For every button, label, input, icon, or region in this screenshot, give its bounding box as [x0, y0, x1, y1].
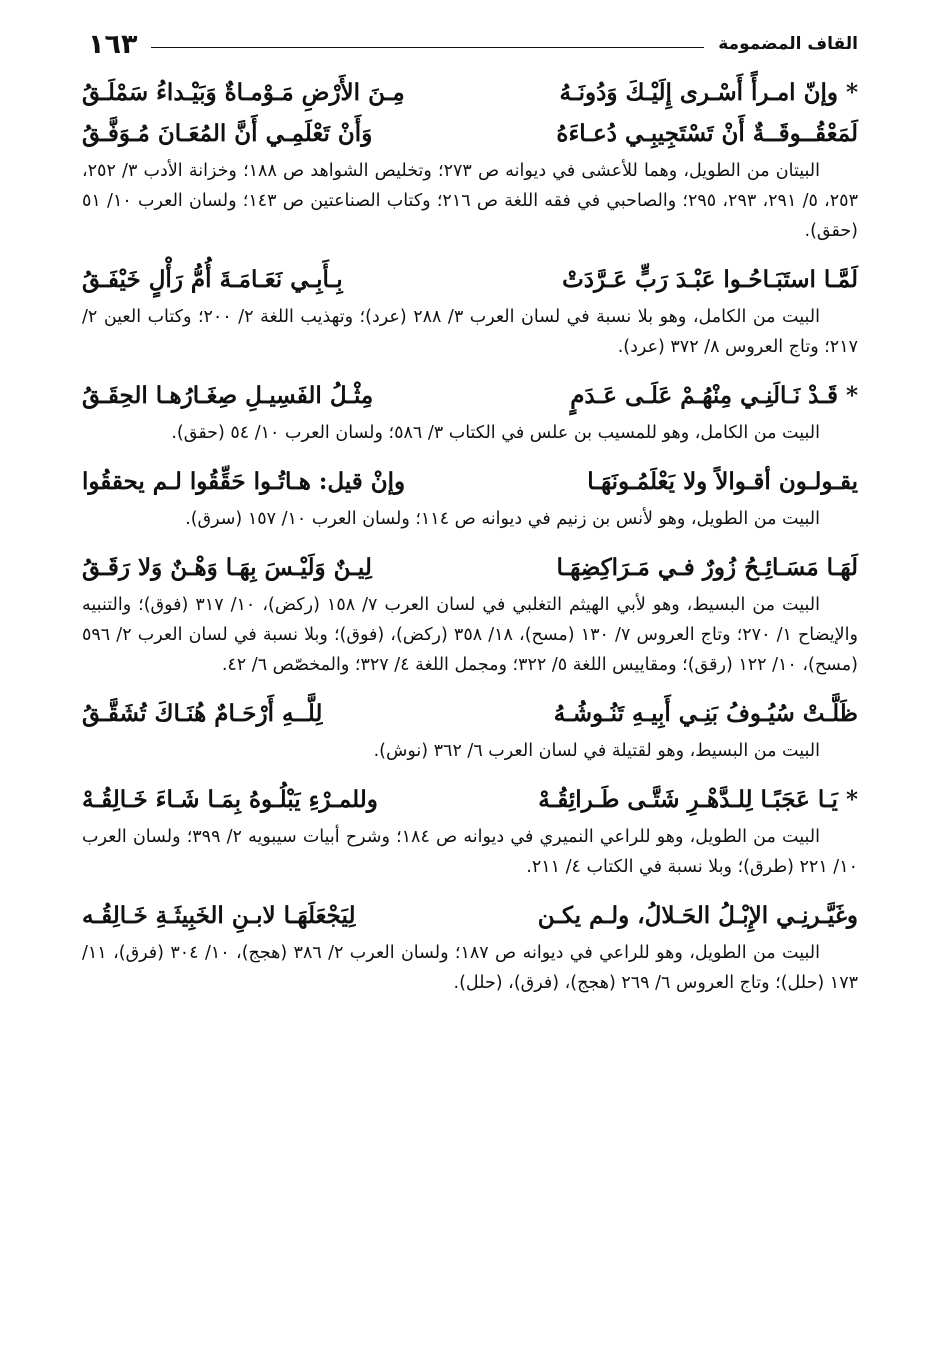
running-header: [88, 18, 858, 58]
verse-entries: [82, 72, 858, 1011]
verse-line: [82, 72, 858, 113]
first-hemistich: * يَـا عَجَبًـا لِلـدَّهْـرِ شَتَّـى طَـرائِقُـهْ: [538, 786, 858, 813]
second-hemistich: وللمـرْءِ يَبْلُـوهُ بِمَـا شَـاءَ خَـالِقُـهْ: [82, 786, 378, 813]
source-note: البيت من الطويل، وهو لأنس بن زنيم في ديوانه ص ١١٤؛ ولسان العرب ١٠/ ١٥٧ (سرق).: [185, 509, 820, 529]
source-note: البيت من الكامل، وهو بلا نسبة في لسان العرب ٣/ ٢٨٨ (عرد)؛ وتهذيب اللغة ٢/ ٢٠٠؛ وكتاب العين ٢/ ٢١٧؛ وتاج العروس ٨/ ٣٧٢ (عرد).: [82, 307, 858, 357]
source-note: البيت من البسيط، وهو لقتيلة في لسان العرب ٦/ ٣٦٢ (نوش).: [373, 741, 820, 761]
source-note: البيت من الطويل، وهو للراعي في ديوانه ص ١٨٧؛ ولسان العرب ٢/ ٣٨٦ (هجج)، ١٠/ ٣٠٤ (فرق)، ١١/ ١٧٣ (حلل)؛ وتاج العروس ٦/ ٢٦٩ (هجج)، (فرق)، (حلل).: [82, 943, 858, 993]
second-hemistich: مِثْـلُ الفَسِيـلِ صِغَـارُهـا الحِقَـقُ: [82, 382, 374, 409]
second-hemistich: بِـأَبِـي نَعَـامَـةَ أُمُّ رَأْلٍ خَيْفَـقُ: [82, 266, 343, 293]
first-hemistich: * قَـدْ نَـالَنِـي مِنْهُـمْ عَلَـى عَـدَمٍ: [570, 382, 858, 409]
verse-line: [82, 375, 858, 416]
verse-line: [82, 547, 858, 588]
verse-entry: [82, 547, 858, 680]
first-hemistich: يقـولـون أقـوالاً ولا يَعْلَمُـونَهَـا: [587, 468, 858, 495]
first-hemistich: لَمَّـا استَبَـاحُـوا عَبْـدَ رَبٍّ عَـرَّدَتْ: [562, 266, 858, 293]
first-hemistich: لَهَـا مَسَـائِـحُ زُورٌ فـي مَـرَاكِضِهَـا: [556, 554, 858, 581]
verse-entry: [82, 895, 858, 998]
verse-line: [82, 461, 858, 502]
first-hemistich: وغَيَّـرنِـي الإِبْـلُ الحَـلالُ، ولـم يكـن: [537, 902, 858, 929]
first-hemistich: * وإنّ امـرأً أَسْـرى إِلَيْـكَ وَدُونَـهُ: [559, 79, 858, 106]
verse-entry: [82, 693, 858, 766]
verse-entry: [82, 779, 858, 882]
source-note: البيت من الكامل، وهو للمسيب بن علس في الكتاب ٣/ ٥٨٦؛ ولسان العرب ١٠/ ٥٤ (حقق).: [171, 423, 820, 443]
source-note: البيت من البسيط، وهو لأبي الهيثم التغلبي في لسان العرب ٧/ ١٥٨ (ركض)، ١٠/ ٣١٧ (فوق)؛ والتنبيه والإيضاح ١/ ٢٧٠؛ وتاج العروس ٧/ ١٣٠ (مسح)، ١٨/ ٣٥٨ (ركض)، (فوق)؛ وبلا نسبة في لسان العرب ٢/ ٥٩٦ (مسح)، ١٠/ ١٢٢ (رقق)؛ ومقاييس اللغة ٥/ ٣٢٢؛ ومجمل اللغة ٤/ ٣٢٧؛ والمخصّص ٦/ ٤٢.: [82, 595, 858, 675]
verse-line: [82, 895, 858, 936]
verse-entry: [82, 259, 858, 362]
first-hemistich: ظَلَّـتْ سُيُـوفُ بَنِـي أَبِيـهِ تَنُـوشُـهُ: [553, 700, 858, 727]
chapter-title: القاف المضمومة: [718, 34, 858, 54]
verse-line: [82, 259, 858, 300]
header-rule: [151, 47, 704, 48]
second-hemistich: لِلَّــهِ أَرْحَـامٌ هُنَـاكَ تُشَقَّـقُ: [82, 700, 323, 727]
second-hemistich: لِيَجْعَلَهَـا لابـنِ الخَبِيثَـةِ خَـالِقُـه: [82, 902, 356, 929]
page-number: ١٦٣: [88, 29, 138, 60]
source-note: البيتان من الطويل، وهما للأعشى في ديوانه ص ٢٧٣؛ وتخليص الشواهد ص ١٨٨؛ وخزانة الأدب ٣/ ٢٥٢، ٢٥٣، ٥/ ٢٩١، ٢٩٣، ٢٩٥؛ والصاحبي في فقه اللغة ص ٢١٦؛ وكتاب الصناعتين ص ١٤٣؛ ولسان العرب ١٠/ ٥١ (حقق).: [82, 161, 858, 241]
second-hemistich: وَأَنْ تَعْلَمِـي أَنَّ المُعَـانَ مُـوَفَّـقُ: [82, 120, 373, 147]
verse-entry: [82, 72, 858, 246]
source-note: البيت من الطويل، وهو للراعي النميري في ديوانه ص ١٨٤؛ وشرح أبيات سيبويه ٢/ ٣٩٩؛ ولسان العرب ١٠/ ٢٢١ (طرق)؛ وبلا نسبة في الكتاب ٤/ ٢١١.: [82, 827, 858, 877]
second-hemistich: مِـنَ الأَرْضِ مَـوْمـاةٌ وَبَيْـداءُ سَمْلَـقُ: [82, 79, 405, 106]
first-hemistich: لَمَعْقُــوقَــةٌ أَنْ تَسْتَجِيبِـي دُعـاءَهُ: [556, 120, 858, 147]
verse-line: [82, 693, 858, 734]
second-hemistich: لِيـنٌ وَلَيْـسَ بِهَـا وَهْـنٌ وَلا رَقَـقُ: [82, 554, 372, 581]
verse-entry: [82, 375, 858, 448]
verse-line: [82, 113, 858, 154]
verse-entry: [82, 461, 858, 534]
verse-line: [82, 779, 858, 820]
second-hemistich: وإنْ قيل: هـاتُـوا حَقِّقُوا لـم يحققُوا: [82, 468, 406, 495]
